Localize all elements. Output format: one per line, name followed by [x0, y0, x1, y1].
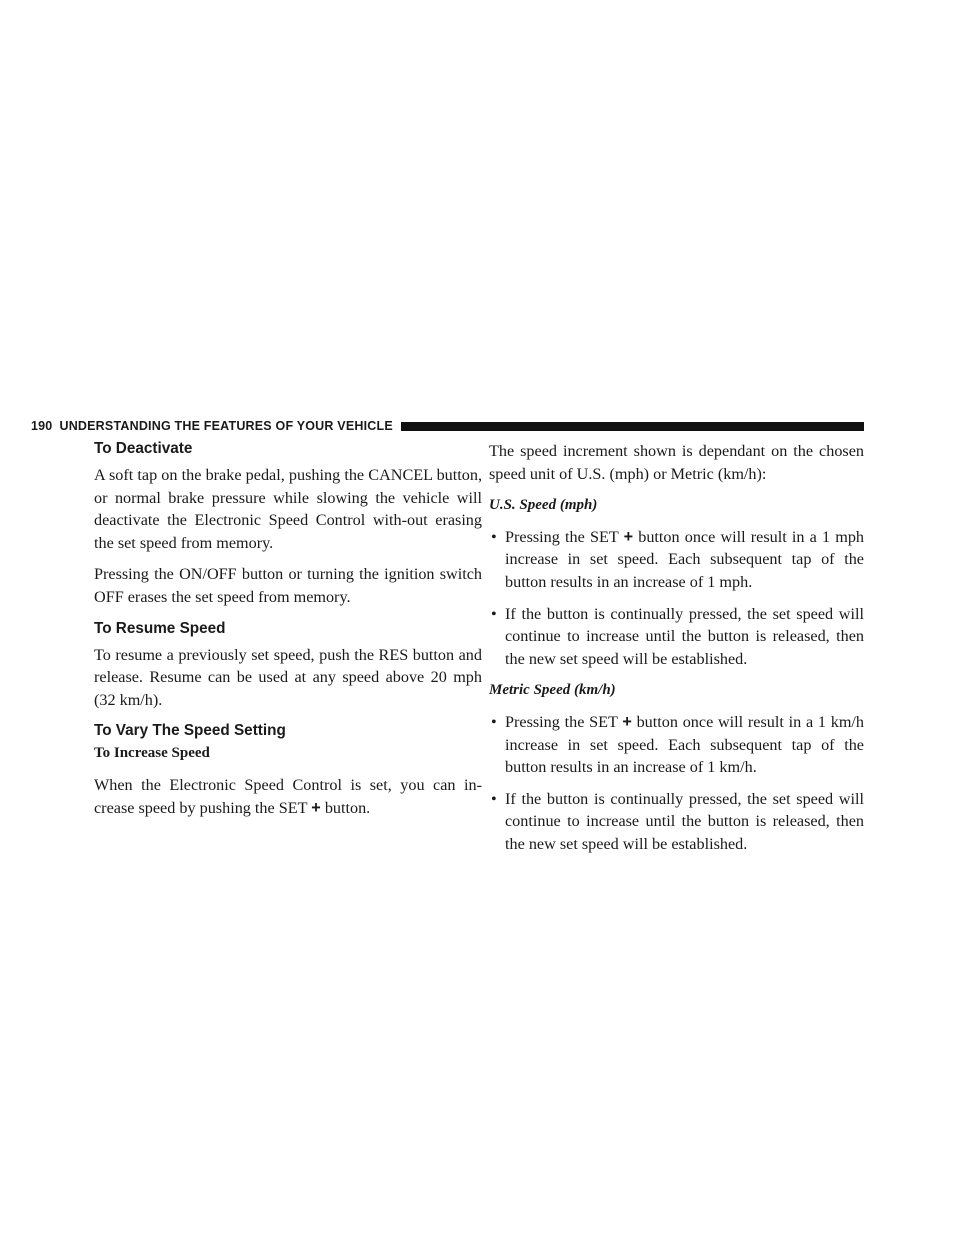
metric-bullet1-text-b: button once will result in a 1 km/h increase in set speed. Each subsequent tap of the button results in an increase of 1 km/h. — [505, 712, 865, 777]
plus-symbol: + — [623, 527, 634, 546]
heading-to-deactivate: To Deactivate — [94, 440, 193, 457]
page-number: 190 — [31, 419, 53, 433]
heading-to-vary-speed: To Vary The Speed Setting — [94, 722, 286, 740]
metric-bullet1-text-a: Pressing the SET — [505, 712, 623, 731]
increase-paragraph — [94, 774, 482, 819]
us-speed-list — [489, 526, 864, 671]
list-item: • If the button is continually pressed, the set speed will continue to increase until the button is released, then the new set speed will be established. — [489, 603, 864, 671]
metric-speed-list — [489, 711, 864, 856]
page-header — [31, 418, 864, 434]
header-rule — [401, 422, 864, 431]
deactivate-paragraph-1: A soft tap on the brake pedal, pushing the CANCEL button, or normal brake pressure while slowing the vehicle will deactivate the Electronic Speed Control with-out erasing the set speed from memory. — [94, 466, 482, 552]
list-item — [489, 711, 864, 779]
subheading-metric-speed: Metric Speed (km/h) — [489, 682, 616, 699]
increment-intro: The speed increment shown is dependant on the chosen speed unit of U.S. (mph) or Metric (km/h): — [489, 442, 864, 483]
plus-symbol: + — [622, 712, 632, 731]
deactivate-paragraph-2: Pressing the ON/OFF button or turning the ignition switch OFF erases the set speed from memory. — [94, 565, 482, 606]
subheading-us-speed: U.S. Speed (mph) — [489, 497, 598, 514]
left-column — [94, 438, 482, 828]
list-item — [489, 526, 864, 594]
heading-to-resume-speed: To Resume Speed — [94, 619, 226, 637]
increase-text-a: When the Electronic Speed Control is set, you can in-crease speed by pushing the SET — [94, 775, 482, 817]
list-item: • If the button is continually pressed, the set speed will continue to increase until the button is released, then the new set speed will be established. — [489, 788, 864, 856]
right-column — [489, 440, 864, 865]
subheading-to-increase-speed: To Increase Speed — [94, 745, 210, 762]
us-bullet1-text-b: button once will result in a 1 mph increase in set speed. Each subsequent tap of the button results in an increase of 1 mph. — [505, 527, 865, 591]
resume-paragraph: To resume a previously set speed, push the RES button and release. Resume can be used at any speed above 20 mph (32 km/h). — [94, 645, 482, 709]
plus-symbol: + — [311, 798, 321, 817]
us-bullet1-text-a: Pressing the SET — [505, 527, 624, 546]
section-title: UNDERSTANDING THE FEATURES OF YOUR VEHICLE — [59, 419, 393, 433]
increase-text-b: button. — [324, 798, 371, 817]
